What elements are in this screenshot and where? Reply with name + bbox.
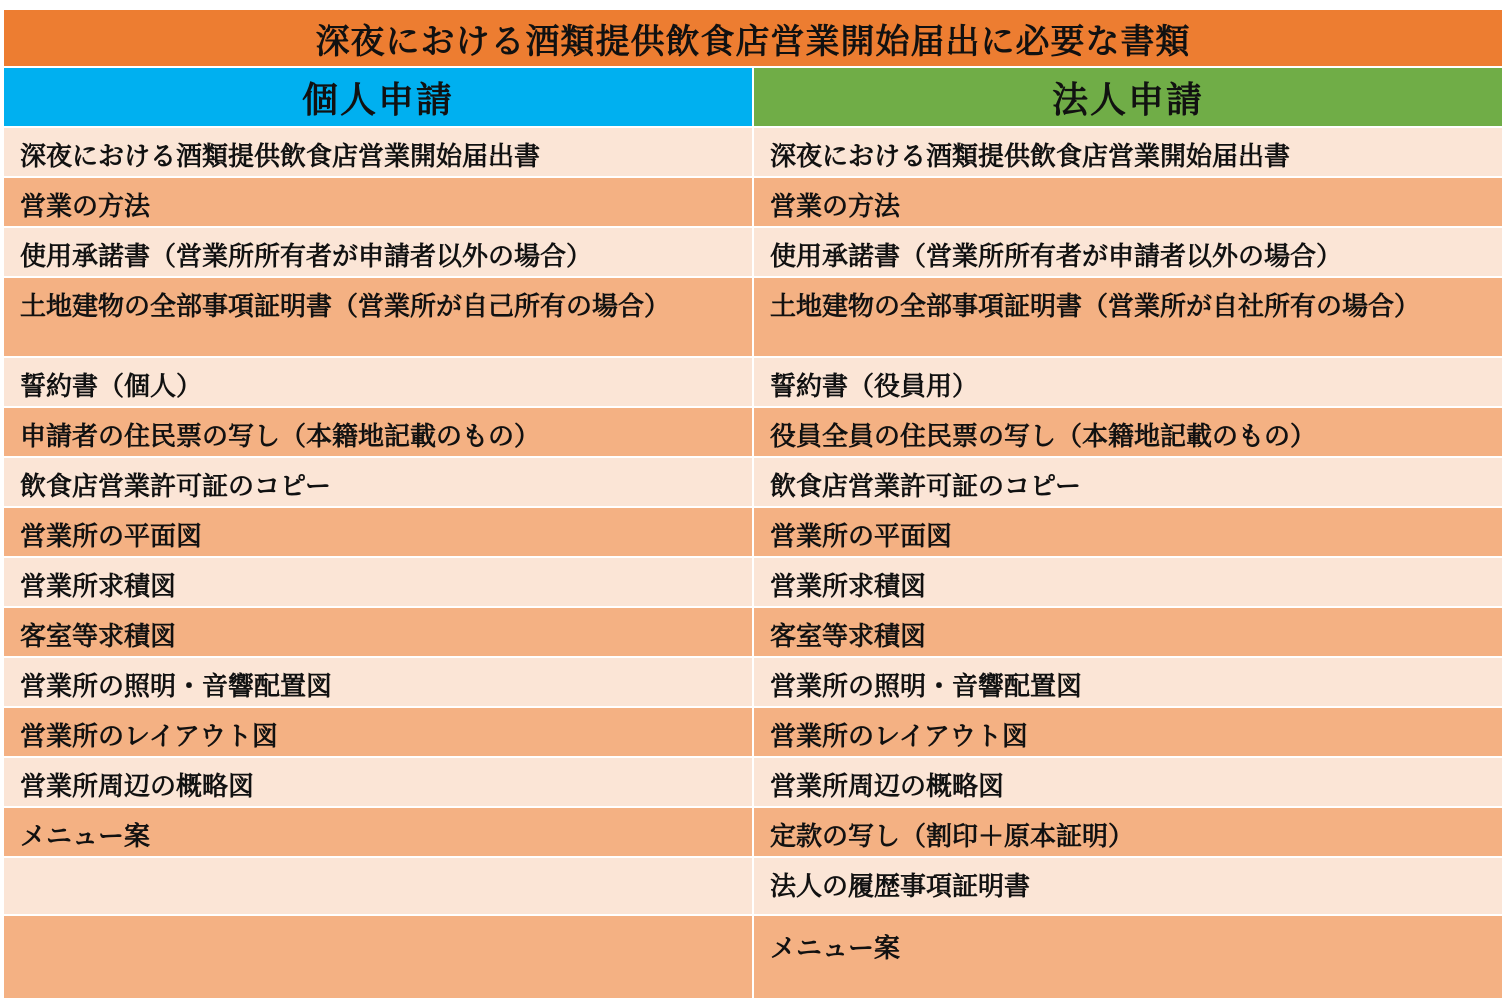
corporate-cell: 土地建物の全部事項証明書（営業所が自社所有の場合） xyxy=(753,277,1503,357)
individual-cell: 誓約書（個人） xyxy=(3,357,753,407)
corporate-cell: 飲食店営業許可証のコピー xyxy=(753,457,1503,507)
header-row xyxy=(3,67,1503,127)
corporate-cell: 定款の写し（割印＋原本証明） xyxy=(753,807,1503,857)
individual-cell: 営業所周辺の概略図 xyxy=(3,757,753,807)
individual-cell: 客室等求積図 xyxy=(3,607,753,657)
individual-cell: 営業所のレイアウト図 xyxy=(3,707,753,757)
table-row xyxy=(3,177,1503,227)
table-row xyxy=(3,357,1503,407)
corporate-cell: 営業所求積図 xyxy=(753,557,1503,607)
corporate-cell: 営業所の平面図 xyxy=(753,507,1503,557)
individual-cell xyxy=(3,857,753,915)
table-row xyxy=(3,277,1503,357)
corporate-cell: 役員全員の住民票の写し（本籍地記載のもの） xyxy=(753,407,1503,457)
table-row xyxy=(3,227,1503,277)
corporate-cell: メニュー案 xyxy=(753,915,1503,999)
table-row xyxy=(3,557,1503,607)
table-row xyxy=(3,807,1503,857)
individual-cell: 営業所の平面図 xyxy=(3,507,753,557)
individual-cell: 使用承諾書（営業所所有者が申請者以外の場合） xyxy=(3,227,753,277)
individual-cell xyxy=(3,915,753,999)
individual-cell: メニュー案 xyxy=(3,807,753,857)
corporate-cell: 法人の履歴事項証明書 xyxy=(753,857,1503,915)
table-row xyxy=(3,657,1503,707)
table-row xyxy=(3,507,1503,557)
individual-cell: 営業の方法 xyxy=(3,177,753,227)
table-title: 深夜における酒類提供飲食店営業開始届出に必要な書類 xyxy=(3,9,1503,67)
corporate-cell: 営業所周辺の概略図 xyxy=(753,757,1503,807)
corporate-cell: 深夜における酒類提供飲食店営業開始届出書 xyxy=(753,127,1503,177)
header-individual: 個人申請 xyxy=(3,67,753,127)
documents-table xyxy=(2,8,1504,1000)
table-row xyxy=(3,407,1503,457)
corporate-cell: 使用承諾書（営業所所有者が申請者以外の場合） xyxy=(753,227,1503,277)
individual-cell: 申請者の住民票の写し（本籍地記載のもの） xyxy=(3,407,753,457)
individual-cell: 営業所の照明・音響配置図 xyxy=(3,657,753,707)
table-row xyxy=(3,707,1503,757)
table-row xyxy=(3,457,1503,507)
corporate-cell: 誓約書（役員用） xyxy=(753,357,1503,407)
individual-cell: 飲食店営業許可証のコピー xyxy=(3,457,753,507)
table-row xyxy=(3,757,1503,807)
table-row xyxy=(3,127,1503,177)
table-row xyxy=(3,915,1503,999)
table-row xyxy=(3,607,1503,657)
header-corporate: 法人申請 xyxy=(753,67,1503,127)
corporate-cell: 営業所のレイアウト図 xyxy=(753,707,1503,757)
corporate-cell: 営業所の照明・音響配置図 xyxy=(753,657,1503,707)
table-row xyxy=(3,857,1503,915)
individual-cell: 営業所求積図 xyxy=(3,557,753,607)
title-row xyxy=(3,9,1503,67)
corporate-cell: 客室等求積図 xyxy=(753,607,1503,657)
individual-cell: 土地建物の全部事項証明書（営業所が自己所有の場合） xyxy=(3,277,753,357)
individual-cell: 深夜における酒類提供飲食店営業開始届出書 xyxy=(3,127,753,177)
corporate-cell: 営業の方法 xyxy=(753,177,1503,227)
documents-table-container xyxy=(2,8,1502,1000)
